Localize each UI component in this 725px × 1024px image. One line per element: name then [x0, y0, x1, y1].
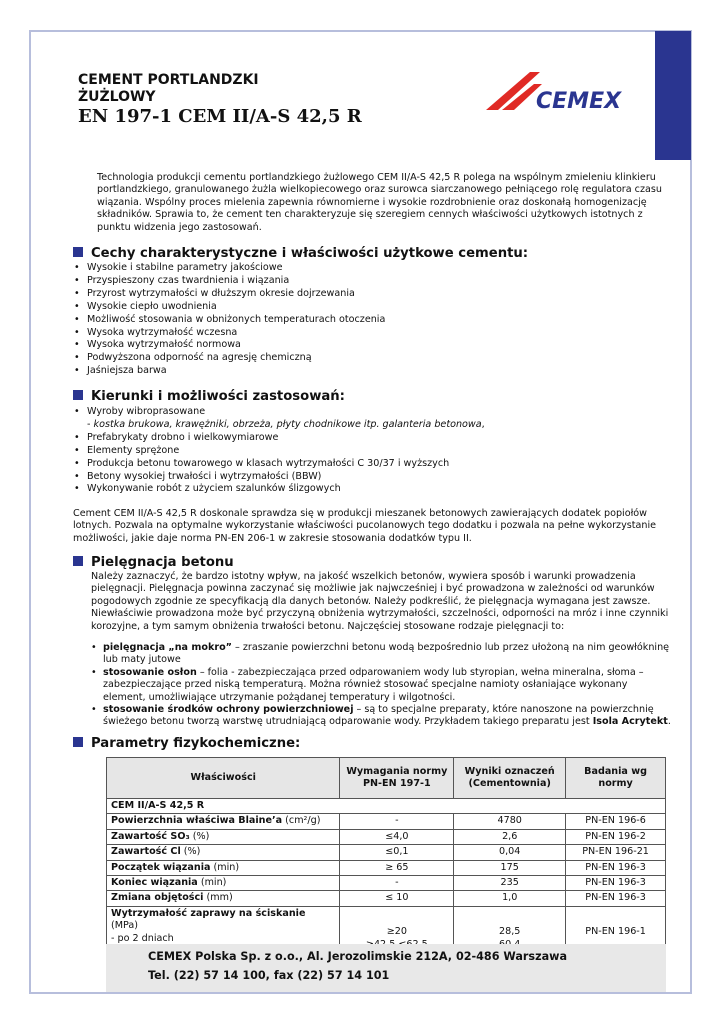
- list-item: • Wykonywanie robót z użyciem szalunków ślizgowych: [73, 483, 485, 496]
- table-header-cell: Właściwości: [107, 758, 340, 799]
- table-cell: Zawartość SO₃ (%): [107, 829, 340, 844]
- applications-list: [73, 406, 485, 496]
- table-cell: 28,5: [454, 906, 566, 959]
- table-row: [107, 814, 666, 829]
- features-list: [73, 262, 385, 378]
- table-cell: Początek wiązania (min): [107, 860, 340, 875]
- table-cell: Zmiana objętości (mm): [107, 891, 340, 906]
- list-item: • Podwyższona odporność na agresję chemiczną: [73, 352, 385, 365]
- list-item: • Jaśniejsza barwa: [73, 365, 385, 378]
- care-paragraph: Należy zaznaczyć, że bardzo istotny wpływ, na jakość wszelkich betonów, wywiera sposób i warunki prowadzenia pielęgnacji. Pielęgnacja powinna zaczynać się możliwie jak najwcześniej i być prowadzona w zależności od warunków pogodowych zgodnie ze specyfikacją dla danych betonów. Należy podkreślić, że pielęgnacja wymagana jest zawsze. Niewłaściwie prowadzona może być przyczyną obniżenia wytrzymałości, szczelności, odporności na mróz i inne czynniki korozyjne, a tym samym obniżenia trwałości betonu. Najczęściej stosowane rodzaje pielęgnacji to:: [91, 571, 669, 632]
- table-cell: ≥ 65: [340, 860, 454, 875]
- table-cell: ≤ 10: [340, 891, 454, 906]
- table-row: [107, 860, 666, 875]
- care-methods-list: [91, 642, 673, 729]
- table-cell: 2,6: [454, 829, 566, 844]
- table-header-cell: Wyniki oznaczeń (Cementownia): [454, 758, 566, 799]
- list-item: • Możliwość stosowania w obniżonych temperaturach otoczenia: [73, 314, 385, 327]
- table-row: [107, 829, 666, 844]
- table-cell: 235: [454, 876, 566, 891]
- list-item: • Wysoka wytrzymałość wczesna: [73, 327, 385, 340]
- table-cell: ≥20: [340, 906, 454, 959]
- square-bullet-icon: [73, 737, 83, 747]
- section-care-heading: Pielęgnacja betonu: [73, 555, 234, 570]
- square-bullet-icon: [73, 390, 83, 400]
- table-cell: PN-EN 196-3: [566, 876, 666, 891]
- list-item: • Betony wysokiej trwałości i wytrzymałości (BBW): [73, 471, 485, 484]
- table-cell: PN-EN 196-3: [566, 891, 666, 906]
- footer-address: CEMEX Polska Sp. z o.o., Al. Jerozolimskie 212A, 02-486 Warszawa: [148, 950, 568, 963]
- list-item: • Wysokie i stabilne parametry jakościowe: [73, 262, 385, 275]
- table-cell: CEM II/A-S 42,5 R: [107, 799, 666, 814]
- square-bullet-icon: [73, 247, 83, 257]
- table-cell: ≤4,0: [340, 829, 454, 844]
- logo-text: CEMEX: [536, 89, 622, 112]
- fly-ash-paragraph: Cement CEM II/A-S 42,5 R doskonale sprawdza się w produkcji mieszanek betonowych zawierających dodatek popiołów lotnych. Pozwala na optymalne wykorzystanie właściwości pucolanowych tego dodatku i pozwala na pełne wykorzystanie możliwości, jakie daje norma PN-EN 206-1 w zakresie stosowania dodatków typu II.: [73, 508, 657, 544]
- list-item: • Wyroby wibroprasowane - kostka brukowa, krawężniki, obrzeża, płyty chodnikowe itp. galanteria betonowa,: [73, 406, 485, 432]
- footer: [106, 944, 666, 992]
- list-item: • Przyspieszony czas twardnienia i wiązania: [73, 275, 385, 288]
- list-item: • stosowanie osłon – folia - zabezpieczająca przed odparowaniem wody lub styropian, wełna mineralna, słoma – zabezpieczające przed niską temperaturą. Można również stosować specjalne namioty osłaniające wykonany element, umożliwiające utrzymanie pożądanej temperatury i wilgotności.: [91, 667, 673, 704]
- list-item: • stosowanie środków ochrony powierzchniowej – są to specjalne preparaty, które nanoszone na powierzchnię świeżego betonu tworzą warstwę utrudniającą odparowanie wody. Przykładem takiego preparatu jest Isola Acrytekt.: [91, 704, 673, 729]
- title-line-2: ŻUŻLOWY: [78, 89, 156, 105]
- table-cell: ≤0,1: [340, 845, 454, 860]
- table-cell: PN-EN 196-2: [566, 829, 666, 844]
- table-group-row: [107, 799, 666, 814]
- table-cell: PN-EN 196-3: [566, 860, 666, 875]
- table-cell: Zawartość Cl (%): [107, 845, 340, 860]
- list-item: • Przyrost wytrzymałości w dłuższym okresie dojrzewania: [73, 288, 385, 301]
- section-params-heading: Parametry fizykochemiczne:: [73, 736, 300, 751]
- brand-bar: [655, 31, 691, 160]
- table-row: [107, 891, 666, 906]
- table-cell: PN-EN 196-1: [566, 906, 666, 959]
- params-table: [106, 757, 666, 959]
- table-cell: PN-EN 196-21: [566, 845, 666, 860]
- table-cell: 0,04: [454, 845, 566, 860]
- list-item: • Produkcja betonu towarowego w klasach wytrzymałości C 30/37 i wyższych: [73, 458, 485, 471]
- list-item: • Prefabrykaty drobno i wielkowymiarowe: [73, 432, 485, 445]
- square-bullet-icon: [73, 556, 83, 566]
- table-cell: -: [340, 814, 454, 829]
- table-cell: Koniec wiązania (min): [107, 876, 340, 891]
- footer-phone: Tel. (22) 57 14 100, fax (22) 57 14 101: [148, 969, 390, 982]
- title-line-3: EN 197-1 CEM II/A-S 42,5 R: [78, 106, 362, 127]
- table-cell: -: [340, 876, 454, 891]
- table-cell: Powierzchnia właściwa Blaine’a (cm²/g): [107, 814, 340, 829]
- list-item: • pielęgnacja „na mokro” – zraszanie powierzchni betonu wodą bezpośrednio lub przez ułożoną na nim geowłókninę lub maty jutowe: [91, 642, 673, 667]
- table-header-cell: Badania wg normy: [566, 758, 666, 799]
- table-header-cell: Wymagania normy PN-EN 197-1: [340, 758, 454, 799]
- section-features-heading: Cechy charakterystyczne i właściwości użytkowe cementu:: [73, 246, 528, 261]
- list-item: • Wysoka wytrzymałość normowa: [73, 339, 385, 352]
- title-line-1: CEMENT PORTLANDZKI: [78, 72, 259, 88]
- table-cell: Wytrzymałość zaprawy na ściskanie (MPa) - po 2 dniach: [107, 906, 340, 959]
- section-applications-heading: Kierunki i możliwości zastosowań:: [73, 389, 345, 404]
- list-item: • Elementy sprężone: [73, 445, 485, 458]
- table-cell: 1,0: [454, 891, 566, 906]
- table-cell: 4780: [454, 814, 566, 829]
- table-row: [107, 845, 666, 860]
- table-cell: PN-EN 196-6: [566, 814, 666, 829]
- list-item: • Wysokie ciepło uwodnienia: [73, 301, 385, 314]
- intro-paragraph: Technologia produkcji cementu portlandzkiego żużlowego CEM II/A-S 42,5 R polega na wspólnym zmieleniu klinkieru portlandzkiego, granulowanego żużla wielkopiecowego oraz surowca siarczanowego pełniącego rolę regulatora czasu wiązania. Wspólny proces mielenia zapewnia równomierne i wysokie rozdrobnienie oraz doskonałą homogenizację składników. Sprawia to, że cement ten charakteryzuje się szeregiem cennych właściwości użytkowych istotnych z punktu widzenia jego zastosowań.: [97, 172, 662, 233]
- cemex-logo: [484, 70, 636, 112]
- table-header-row: [107, 758, 666, 799]
- table-row: [107, 876, 666, 891]
- table-cell: 175: [454, 860, 566, 875]
